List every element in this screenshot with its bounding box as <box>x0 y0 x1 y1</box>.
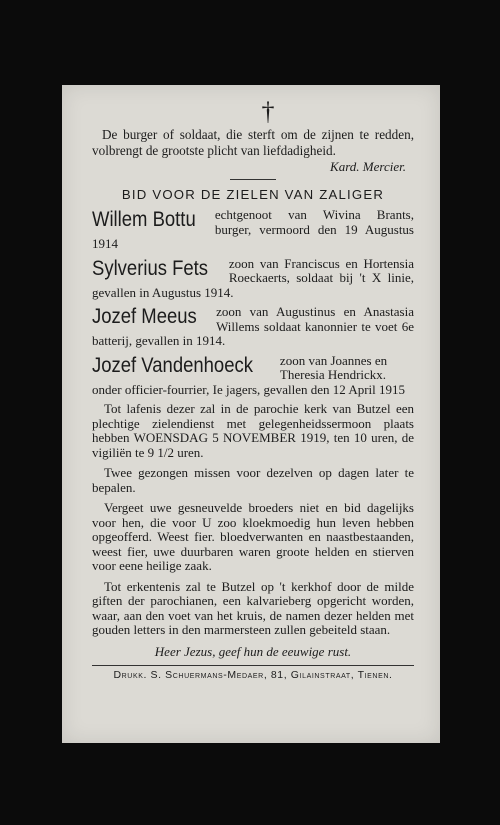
deceased-details: echtgenoot van Wivina Brants, burger, vermoord den 19 Augustus 1914 <box>92 208 414 251</box>
quote-text: De burger of soldaat, die sterft om de zijnen te redden, volbrengt de grootste plicht van liefdadigheid. <box>92 127 414 158</box>
deceased-details: zoon van Augustinus en Anastasia Willems soldaat kanonnier te voet 6e batterij, gevallen in 1914. <box>92 305 414 348</box>
printer-imprint: Drukk. S. Schuermans-Medaer, 81, Gilainstraat, Tienen. <box>113 668 393 681</box>
cross-icon: † <box>261 97 275 126</box>
deceased-details: zoon van Joannes en Theresia Hendrickx. onder officier-fourrier, Ie jagers, gevallen den 12 April 1915 <box>92 353 406 397</box>
deceased-entry <box>92 208 414 252</box>
divider <box>230 179 276 180</box>
deceased-details: zoon van Franciscus en Hortensia Roeckaerts, soldaat bij 't X linie, gevallen in Augustus 1914. <box>92 256 414 300</box>
exhortation-paragraph: Vergeet uwe gesneuvelde broeders niet en bid dagelijks voor hen, die voor U zoo kloekmoedig hun leven hebben opgeofferd. Weest fier. bloedverwanten en naastbestaanden, weest fier, uwe duurbaren waren groote helden en stierven voor eene heilige zaak. <box>92 500 414 573</box>
deceased-name: Willem Bottu <box>92 208 196 231</box>
deceased-entry <box>92 354 414 398</box>
prayer-heading: BID VOOR DE ZIELEN VAN ZALIGER <box>121 187 385 202</box>
deceased-entry <box>92 305 414 349</box>
deceased-name: Sylverius Fets <box>92 256 209 280</box>
closing-prayer: Heer Jezus, geef hun de eeuwige rust. <box>154 643 352 659</box>
deceased-name: Jozef Meeus <box>92 305 197 328</box>
service-paragraph: Tot lafenis dezer zal in de parochie kerk van Butzel een plechtige zielendienst met gelegenheidssermoon plaats hebben WOENSDAG 5 NOVEMBER 1919, ten 10 uren, de vigiliën te 9 1/2 uren. <box>92 401 414 460</box>
memorial-paragraph: Tot erkentenis zal te Butzel op 't kerkhof door de milde giften der parochianen, een kalvarieberg opgericht worden, waar, aan den voet van het kruis, de namen dezer helden met gouden letters in den marmersteen zullen gebeiteld staan. <box>92 578 414 637</box>
deceased-name: Jozef Vandenhoeck <box>92 353 253 377</box>
memorial-card <box>62 85 440 743</box>
quote-author: Kard. Mercier. <box>330 159 406 174</box>
masses-paragraph: Twee gezongen missen voor dezelven op dagen later te bepalen. <box>92 465 414 495</box>
deceased-entry <box>92 257 414 301</box>
